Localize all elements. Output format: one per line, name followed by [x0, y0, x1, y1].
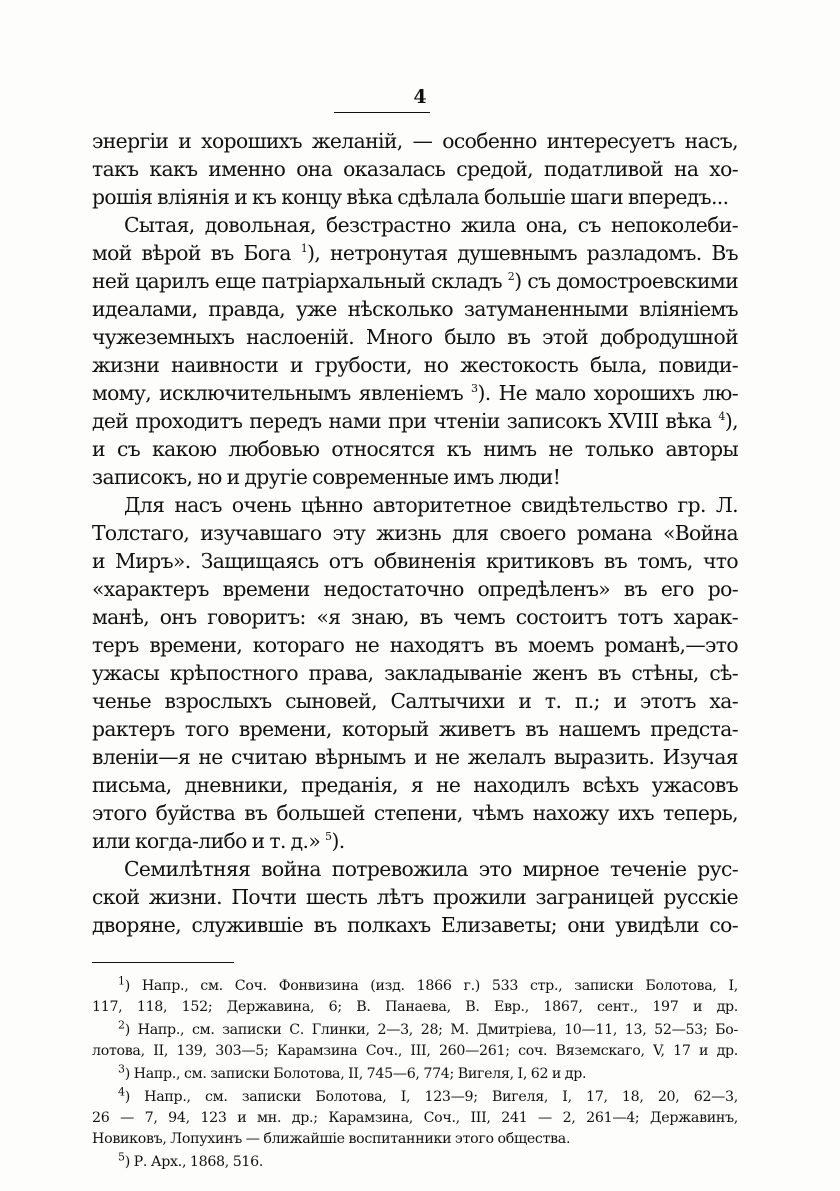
- footnote-ref: 2: [507, 270, 515, 284]
- footnote-ref: 1: [300, 242, 308, 256]
- body-line: идеалами, правда, уже нѣсколько затуманенными вліяніемъ: [92, 297, 738, 321]
- body-line: манѣ, онъ говоритъ: «я знаю, въ чемъ состоитъ тотъ харак-: [92, 605, 738, 629]
- body-line: рактеръ того времени, который живетъ въ нашемъ предста-: [92, 717, 738, 741]
- body-line: Для насъ очень цѣнно авторитетное свидѣтельство гр. Л.: [124, 493, 738, 517]
- body-line: ченье взрослыхъ сыновей, Салтычихи и т. п.; и этотъ ха-: [92, 689, 738, 713]
- body-line: мому, исключительнымъ явленіемъ $^3$). Не мало хорошихъ лю-: [92, 381, 738, 405]
- footnote-mark: 3: [118, 1062, 125, 1076]
- footnote-ref: 3: [471, 382, 478, 396]
- body-line: дей проходитъ передъ нами при чтеніи записокъ XVIII вѣка $^4$),: [92, 409, 738, 433]
- footnote-line: Новиковъ, Лопухинъ — ближайшіе воспитанники этого общества.: [92, 1131, 571, 1147]
- footnote-rule: [92, 962, 234, 963]
- body-line: «характеръ времени недостаточно опредѣленъ» въ его ро-: [92, 577, 738, 601]
- footnote-line: 26 — 7, 94, 123 и мн. др.; Карамзина, Соч., III, 241 — 2, 261—4; Державинъ,: [92, 1110, 738, 1126]
- body-line: чужеземныхъ наслоеній. Много было въ этой добродушной: [92, 325, 738, 349]
- footnote-line: $^4$) Напр., см. записки Болотова, I, 123—9; Вигеля, I, 17, 18, 20, 62—3,: [118, 1085, 738, 1105]
- footnote-line: 117, 118, 152; Державина, 6; В. Панаева, В. Евр., 1867, сент., 197 и др.: [92, 999, 738, 1015]
- body-line: Сытая, довольная, безстрастно жила она, съ непоколеби-: [124, 213, 738, 237]
- body-line: рошія вліянія и къ концу вѣка сдѣлала большіе шаги впередъ...: [92, 185, 729, 209]
- footnote-line: лотова, II, 139, 303—5; Карамзина Соч., III, 260—261; соч. Вяземскаго, V, 17 и др.: [92, 1043, 738, 1059]
- body-line: жизни наивности и грубости, но жестокость была, повиди-: [92, 353, 738, 377]
- body-line: ней царилъ еще патріархальный складъ $^2$) съ домостроевскими: [92, 269, 738, 293]
- body-line: записокъ, но и другіе современные имъ люди!: [92, 465, 561, 489]
- footnote-ref: 4: [718, 410, 725, 424]
- footnote-ref: 5: [325, 830, 332, 844]
- body-line: такъ какъ именно она оказалась средой, податливой на хо-: [92, 157, 738, 181]
- body-line: теръ времени, котораго не находятъ въ моемъ романѣ,—это: [92, 633, 738, 657]
- body-line: Семилѣтняя война потревожила это мирное теченіе рус-: [124, 857, 738, 881]
- body-line: энергіи и хорошихъ желаній, — особенно интересуетъ насъ,: [92, 129, 738, 153]
- body-line: и съ какою любовью относятся къ нимъ не только авторы: [92, 437, 738, 461]
- footnote-line: $^5$) Р. Арх., 1868, 516.: [118, 1150, 264, 1170]
- footnote-line: $^3$) Напр., см. записки Болотова, II, 745—6, 774; Вигеля, I, 62 и др.: [118, 1062, 587, 1082]
- footnote-mark: 1: [118, 974, 125, 988]
- footnote-line: $^1$) Напр., см. Соч. Фонвизина (изд. 1866 г.) 533 стр., записки Болотова, I,: [118, 974, 738, 994]
- footnote-line: $^2$) Напр., см. записки С. Глинки, 2—3, 28; М. Дмитріева, 10—11, 13, 52—53; Бо-: [118, 1018, 738, 1038]
- body-line: ужасы крѣпостного права, закладываніе женъ въ стѣны, сѣ-: [92, 661, 738, 685]
- body-line: мой вѣрой въ Бога $^1$), нетронутая душевнымъ разладомъ. Въ: [92, 241, 738, 265]
- body-line: вленіи—я не считаю вѣрнымъ и не желалъ выразить. Изучая: [92, 745, 738, 769]
- body-line: Толстаго, изучавшаго эту жизнь для своего романа «Война: [92, 521, 738, 545]
- footnote-mark: 2: [118, 1018, 125, 1032]
- body-line: или когда-либо и т. д.» $^5$).: [92, 829, 345, 853]
- body-line: этого буйства въ большей степени, чѣмъ нахожу ихъ теперь,: [92, 801, 738, 825]
- header-rule: [334, 112, 430, 113]
- page-number: 4: [413, 86, 427, 108]
- body-line: письма, дневники, преданія, я не находилъ всѣхъ ужасовъ: [92, 773, 738, 797]
- footnote-mark: 4: [118, 1085, 125, 1099]
- body-line: и Миръ». Защищаясь отъ обвиненія критиковъ въ томъ, что: [92, 549, 738, 573]
- body-line: дворяне, служившіе въ полкахъ Елизаветы; они увидѣли со-: [92, 913, 738, 937]
- footnote-mark: 5: [118, 1150, 125, 1164]
- body-line: ской жизни. Почти шесть лѣтъ прожили заграницей русскіе: [92, 885, 738, 909]
